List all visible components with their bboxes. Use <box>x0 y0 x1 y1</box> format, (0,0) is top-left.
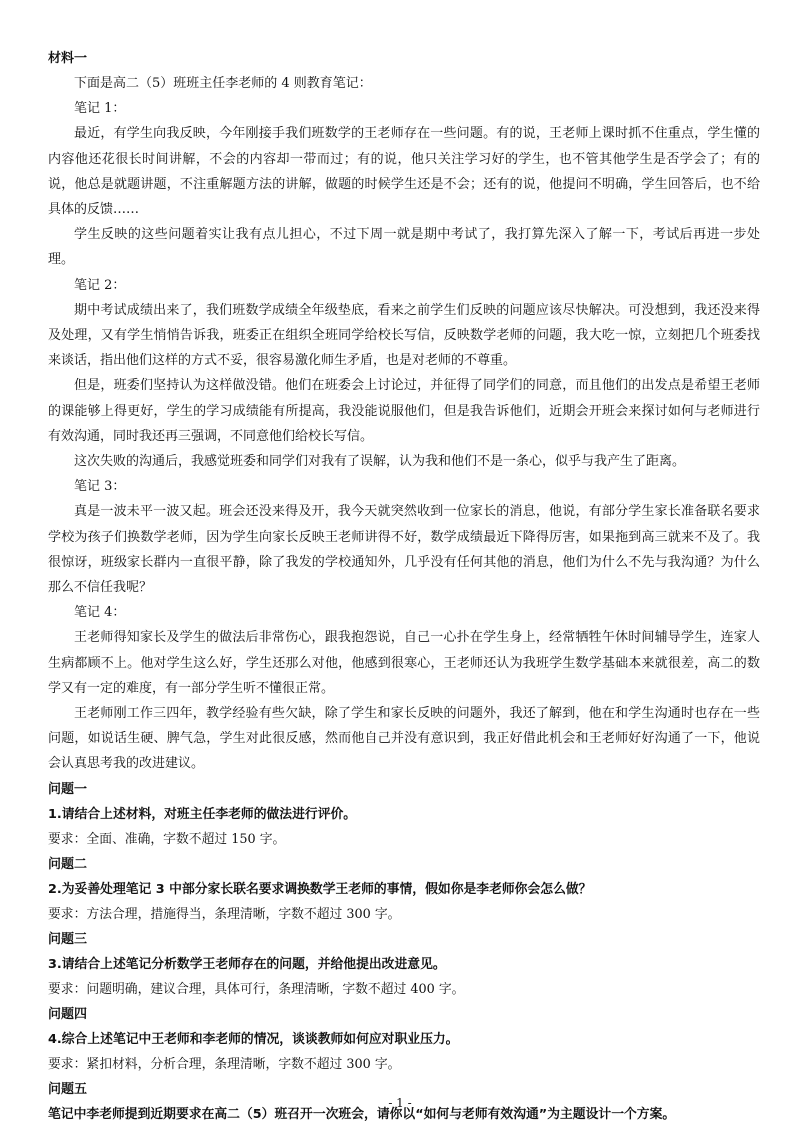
question-requirement: 要求：方法合理，措施得当，条理清晰，字数不超过 300 字。 <box>48 906 401 922</box>
question-2 <box>48 852 760 927</box>
document-page <box>48 46 760 1127</box>
question-title: 4.综合上述笔记中王老师和李老师的情况，谈谈教师如何应对职业压力。 <box>48 1031 459 1047</box>
note-title: 笔记 4： <box>74 605 126 621</box>
question-label: 问题四 <box>48 1006 88 1022</box>
note-1 <box>48 96 760 272</box>
material-intro: 下面是高二（5）班班主任李老师的 4 则教育笔记： <box>74 76 372 91</box>
note-4 <box>48 600 760 776</box>
question-title: 笔记中李老师提到近期要求在高二（5）班召开一次班会，请你以“如何与老师有效沟通”为主题设计一个方案。 <box>48 1106 676 1122</box>
note-paragraph: 但是，班委们坚持认为这样做没错。他们在班委会上讨论过，并征得了同学们的同意，而且他们的出发点是希望王老师的课能够上得更好，学生的学习成绩能有所提高，我没能说服他们，但是我告诉他们，近期会开班会来探讨如何与老师进行有效沟通，同时我还再三强调，不同意他们给校长写信。 <box>48 378 760 444</box>
question-label: 问题三 <box>48 931 88 947</box>
question-label: 问题二 <box>48 856 88 872</box>
question-label: 问题一 <box>48 781 88 797</box>
note-paragraph: 王老师刚工作三四年，教学经验有些欠缺，除了学生和家长反映的问题外，我还了解到，他在和学生沟通时也存在一些问题，如说话生硬、脾气急，学生对此很反感，然而他自己并没有意识到，我正好借此机会和王老师好好沟通了一下，他说会认真思考我的改进建议。 <box>48 706 760 772</box>
question-3 <box>48 927 760 1002</box>
question-requirement: 要求：全面、准确，字数不超过 150 字。 <box>48 831 286 847</box>
note-paragraph: 王老师得知家长及学生的做法后非常伤心，跟我抱怨说，自己一心扑在学生身上，经常牺牲午休时间辅导学生，连家人生病都顾不上。他对学生这么好，学生还那么对他，他感到很寒心，王老师还认为我班学生数学基础本来就很差，高二的数学又有一定的难度，有一部分学生听不懂很正常。 <box>48 630 760 696</box>
question-label: 问题五 <box>48 1081 88 1097</box>
note-paragraph: 期中考试成绩出来了，我们班数学成绩全年级垫底，看来之前学生们反映的问题应该尽快解决。可没想到，我还没来得及处理，又有学生悄悄告诉我，班委正在组织全班同学给校长写信，反映数学老师的问题，我大吃一惊，立刻把几个班委找来谈话，指出他们这样的方式不妥，很容易激化师生矛盾，也是对老师的不尊重。 <box>48 302 760 369</box>
question-title: 3.请结合上述笔记分析数学王老师存在的问题，并给他提出改进意见。 <box>48 956 446 972</box>
material-title: 材料一 <box>48 51 88 66</box>
note-paragraph: 真是一波未平一波又起。班会还没来得及开，我今天就突然收到一位家长的消息，他说，有部分学生家长准备联名要求学校为孩子们换数学老师，因为学生向家长反映王老师讲得不好，数学成绩最近下降得厉害，如果拖到高三就来不及了。我很惊讶，班级家长群内一直很平静，除了我发的学校通知外，几乎没有任何其他的消息，他们为什么不先与我沟通？为什么那么不信任我呢？ <box>48 504 760 596</box>
question-1 <box>48 777 760 852</box>
note-paragraph: 这次失败的沟通后，我感觉班委和同学们对我有了误解，认为我和他们不是一条心，似乎与我产生了距离。 <box>74 454 686 470</box>
note-3 <box>48 474 760 600</box>
note-title: 笔记 1： <box>74 101 126 117</box>
note-title: 笔记 3： <box>74 479 126 495</box>
page-number: - 1 - <box>388 1096 412 1110</box>
note-paragraph: 学生反映的这些问题着实让我有点儿担心，不过下周一就是期中考试了，我打算先深入了解一下，考试后再进一步处理。 <box>48 227 760 268</box>
note-title: 笔记 2： <box>74 277 126 293</box>
question-requirement: 要求：紧扣材料，分析合理，条理清晰，字数不超过 300 字。 <box>48 1056 401 1072</box>
question-4 <box>48 1002 760 1077</box>
question-requirement: 要求：问题明确，建议合理，具体可行，条理清晰，字数不超过 400 字。 <box>48 981 465 997</box>
note-2 <box>48 273 760 475</box>
note-paragraph: 最近，有学生向我反映，今年刚接手我们班数学的王老师存在一些问题。有的说，王老师上课时抓不住重点，学生懂的内容他还花很长时间讲解，不会的内容却一带而过；有的说，他只关注学习好的学生，也不管其他学生是否学会了；有的说，他总是就题讲题，不注重解题方法的讲解，做题的时候学生还是不会；还有的说，他提问不明确，学生回答后，也不给具体的反馈…… <box>48 126 760 218</box>
question-title: 2.为妥善处理笔记 3 中部分家长联名要求调换数学王老师的事情，假如你是李老师你会怎么做？ <box>48 881 592 897</box>
question-title: 1.请结合上述材料，对班主任李老师的做法进行评价。 <box>48 806 357 822</box>
